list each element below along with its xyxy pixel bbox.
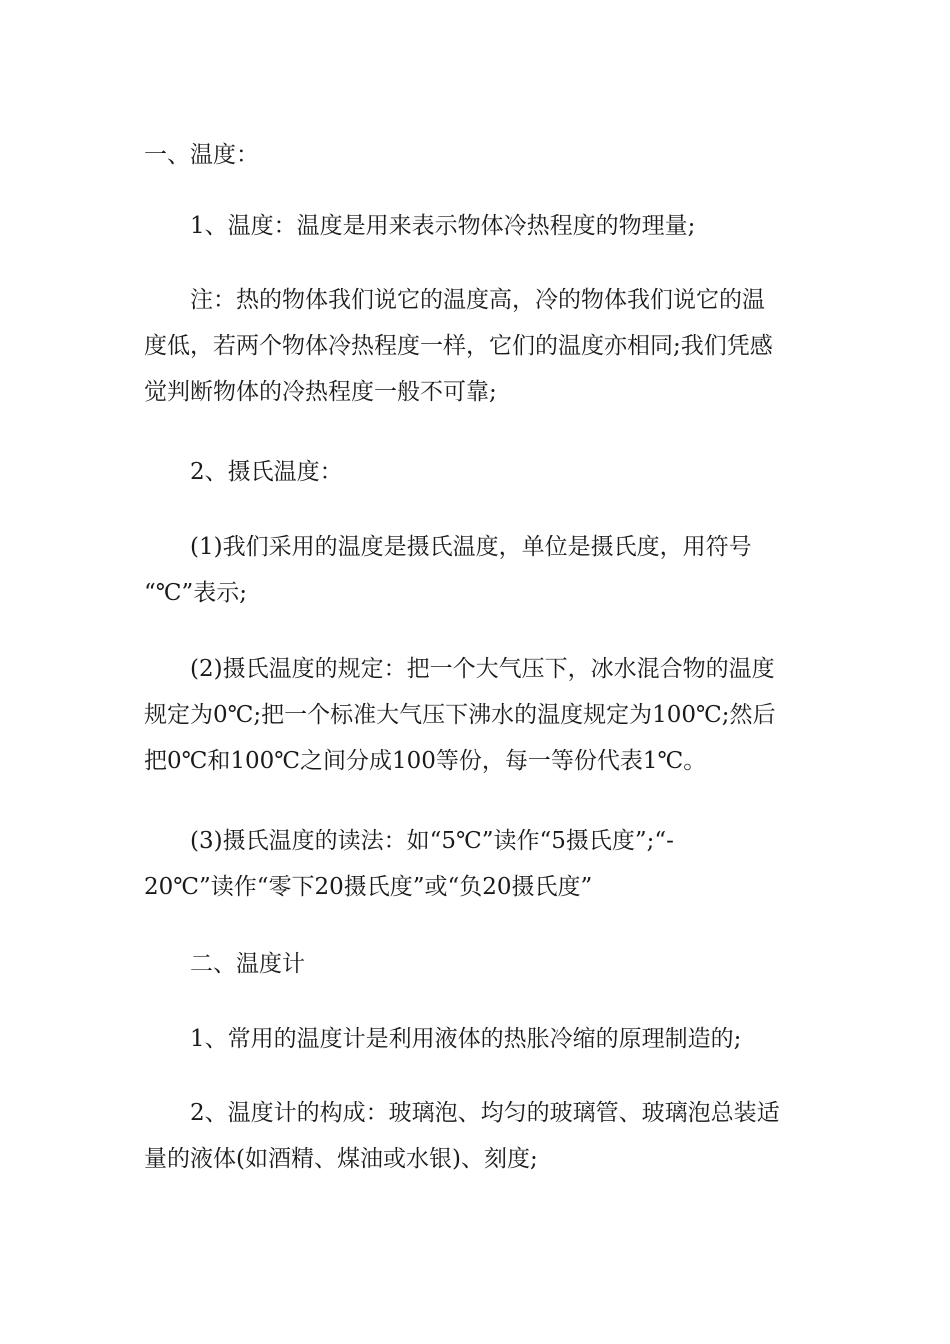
paragraph-thermometer-principle — [144, 1016, 806, 1062]
text-line: 规定为0℃;把一个标准大气压下沸水的温度规定为100℃;然后 — [144, 702, 776, 728]
text-line: 把0℃和100℃之间分成100等份，每一等份代表1℃。 — [144, 748, 707, 774]
paragraph-note — [144, 277, 806, 415]
text-line: 度低，若两个物体冷热程度一样，它们的温度亦相同;我们凭感 — [144, 333, 773, 359]
text-line: 觉判断物体的冷热程度一般不可靠; — [144, 379, 497, 405]
text-line: (2)摄氏温度的规定：把一个大气压下，冰水混合物的温度 — [190, 656, 775, 682]
paragraph-celsius-reading — [144, 818, 806, 910]
paragraph-temperature-definition — [144, 203, 806, 249]
paragraph-celsius-rule — [144, 646, 806, 784]
text-line: 2、温度计的构成：玻璃泡、均匀的玻璃管、玻璃泡总装适 — [190, 1100, 780, 1126]
text-line: 二、温度计 — [190, 951, 305, 977]
text-line: 一、温度： — [144, 142, 259, 168]
section-heading-temperature — [144, 132, 806, 178]
text-line: 2、摄氏温度： — [190, 459, 343, 485]
text-line: (1)我们采用的温度是摄氏温度，单位是摄氏度，用符号 — [190, 534, 752, 560]
paragraph-celsius-unit — [144, 524, 806, 616]
section-heading-thermometer — [144, 941, 806, 987]
text-line: 量的液体(如酒精、煤油或水银)、刻度; — [144, 1146, 538, 1172]
text-line: “℃”表示; — [144, 580, 247, 606]
paragraph-celsius-heading — [144, 449, 806, 495]
text-line: 20℃”读作“零下20摄氏度”或“负20摄氏度” — [144, 874, 593, 900]
paragraph-thermometer-structure — [144, 1090, 806, 1182]
text-line: 1、常用的温度计是利用液体的热胀冷缩的原理制造的; — [190, 1026, 742, 1052]
text-line: 1、温度：温度是用来表示物体冷热程度的物理量; — [190, 213, 696, 239]
text-line: 注：热的物体我们说它的温度高，冷的物体我们说它的温 — [190, 287, 765, 313]
text-line: (3)摄氏温度的读法：如“5℃”读作“5摄氏度”;“- — [190, 828, 674, 854]
